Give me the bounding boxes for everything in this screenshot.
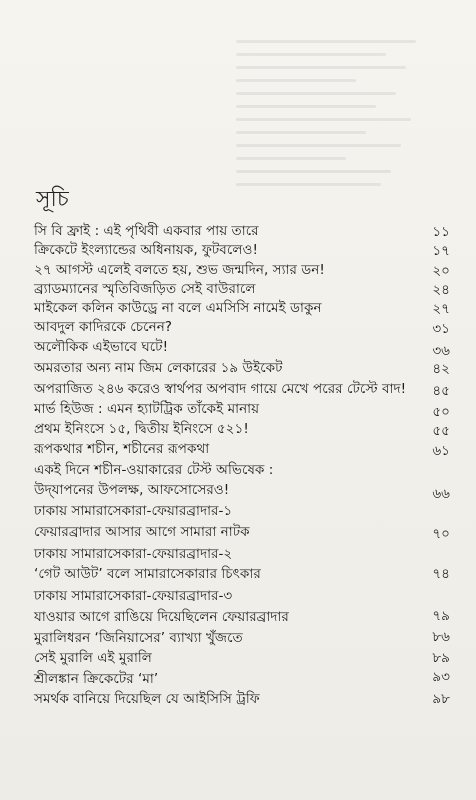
- toc-page-number: ৮৬: [432, 629, 450, 645]
- toc-page-number: ৬১: [432, 443, 450, 459]
- toc-page-number: ৭০: [432, 526, 450, 542]
- toc-entry: [34, 401, 454, 417]
- toc-entry: [34, 223, 454, 239]
- toc-page-number: ২৭: [432, 301, 450, 317]
- toc-entry: [34, 421, 454, 437]
- toc-page-number: ৭৯: [432, 608, 450, 624]
- toc-entry: [34, 300, 454, 316]
- toc-entry: [34, 482, 454, 498]
- toc-entry-title: ক্রিকেটে ইংল্যান্ডের অধিনায়ক, ফুটবলেও!: [34, 242, 258, 258]
- toc-entry: [34, 360, 454, 376]
- toc-page-number: ১৭: [432, 243, 450, 259]
- toc-entry: [34, 609, 454, 625]
- toc-entry-title: ব্র্যাডম্যানের স্মৃতিবিজড়িত সেই বাউরালে: [34, 281, 256, 297]
- toc-entry-title: ঢাকায় সামারাসেকারা-ফেয়ারব্রাদার-৩: [34, 588, 233, 604]
- toc-page-number: ৩৬: [432, 343, 450, 359]
- toc-entry: [34, 339, 454, 355]
- toc-entry: [34, 588, 454, 604]
- toc-page-number: ৪২: [432, 361, 450, 377]
- toc-entry-title: অলৌকিক এইভাবে ঘটে!: [34, 339, 169, 355]
- toc-page-number: ৯৮: [432, 691, 450, 707]
- toc-entry: [34, 691, 454, 707]
- toc-entry: [34, 242, 454, 258]
- toc-page-number: ২০: [432, 263, 450, 279]
- toc-heading: সূচি: [36, 187, 69, 212]
- toc-entry-title: সেই মুরালি এই মুরালি: [34, 650, 152, 666]
- toc-entry: [34, 319, 454, 335]
- toc-page-number: ৯৩: [432, 669, 450, 685]
- toc-entry: [34, 650, 454, 666]
- toc-page-number: ৭৪: [432, 566, 450, 582]
- toc-entry-title: ২৭ আগস্ট এলেই বলতে হয়, শুভ জন্মদিন, স্যার ডন!: [34, 262, 325, 278]
- toc-page-number: ৫০: [432, 404, 450, 420]
- toc-entry-title: সি বি ফ্রাই : এই পৃথিবী একবার পায় তারে: [34, 223, 259, 239]
- toc-page-number: ৪৫: [432, 383, 450, 399]
- toc-entry: [34, 462, 454, 478]
- toc-entry-title: আবদুল কাদিরকে চেনেন?: [34, 319, 173, 335]
- toc-entry: [34, 524, 454, 540]
- toc-page-number: ৬৬: [432, 486, 450, 502]
- toc-entry-title: শ্রীলঙ্কান ক্রিকেটের ‘মা’: [34, 671, 159, 687]
- toc-page-number: ৮৯: [432, 650, 450, 666]
- toc-entry-title: ফেয়ারব্রাদার আসার আগে সামারা নাটক: [34, 524, 250, 540]
- toc-entry-title: ঢাকায় সামারাসেকারা-ফেয়ারব্রাদার-১: [34, 503, 233, 519]
- toc-entry-title: প্রথম ইনিংসে ১৫, দ্বিতীয় ইনিংসে ৫২১!: [34, 421, 249, 437]
- toc-entry-title: অপরাজিত ২৪৬ করেও স্বার্থপর অপবাদ গায়ে মেখে পরের টেস্টে বাদ!: [34, 381, 407, 397]
- toc-entry: [34, 630, 454, 646]
- toc-page-number: ১১: [432, 224, 450, 240]
- toc-page-number: ২৪: [432, 282, 450, 298]
- toc-entry-title: অমরতার অন্য নাম জিম লেকারের ১৯ উইকেট: [34, 360, 283, 376]
- toc-entry: [34, 671, 454, 687]
- toc-entry-title: সমর্থক বানিয়ে দিয়েছিল যে আইসিসি ট্রফি: [34, 691, 260, 707]
- toc-page-number: ৩১: [432, 321, 450, 337]
- toc-entry: [34, 281, 454, 297]
- toc-entry: [34, 546, 454, 562]
- toc-entry-title: ‘গেট আউট’ বলে সামারাসেকারার চিৎকার: [34, 566, 261, 582]
- toc-entry: [34, 566, 454, 582]
- toc-entry: [34, 381, 454, 397]
- toc-entry-title: ঢাকায় সামারাসেকারা-ফেয়ারব্রাদার-২: [34, 546, 233, 562]
- toc-entry-title: রূপকথার শচীন, শচীনের রূপকথা: [34, 441, 210, 457]
- toc-entry-title: একই দিনে শচীন-ওয়াকারের টেস্ট অভিষেক :: [34, 462, 274, 478]
- toc-page-number: ৫৫: [432, 423, 450, 439]
- toc-entry-title: মার্ভ হিউজ : এমন হ্যাটট্রিক তাঁকেই মানায়: [34, 401, 260, 417]
- toc-entry-title: উদ্‌যাপনের উপলক্ষ, আফসোসেরও!: [34, 482, 230, 498]
- toc-entry: [34, 262, 454, 278]
- toc-entry-title: মাইকেল কলিন কাউড্রে না বলে এমসিসি নামেই ডাকুন: [34, 300, 322, 316]
- toc-entry-title: মুরালিধরন ‘জিনিয়াসের’ ব্যাখ্যা খুঁজতে: [34, 630, 243, 646]
- toc-entry: [34, 441, 454, 457]
- toc-entry-title: যাওয়ার আগে রাঙিয়ে দিয়েছিলেন ফেয়ারব্রাদার: [34, 609, 289, 625]
- toc-entry: [34, 503, 454, 519]
